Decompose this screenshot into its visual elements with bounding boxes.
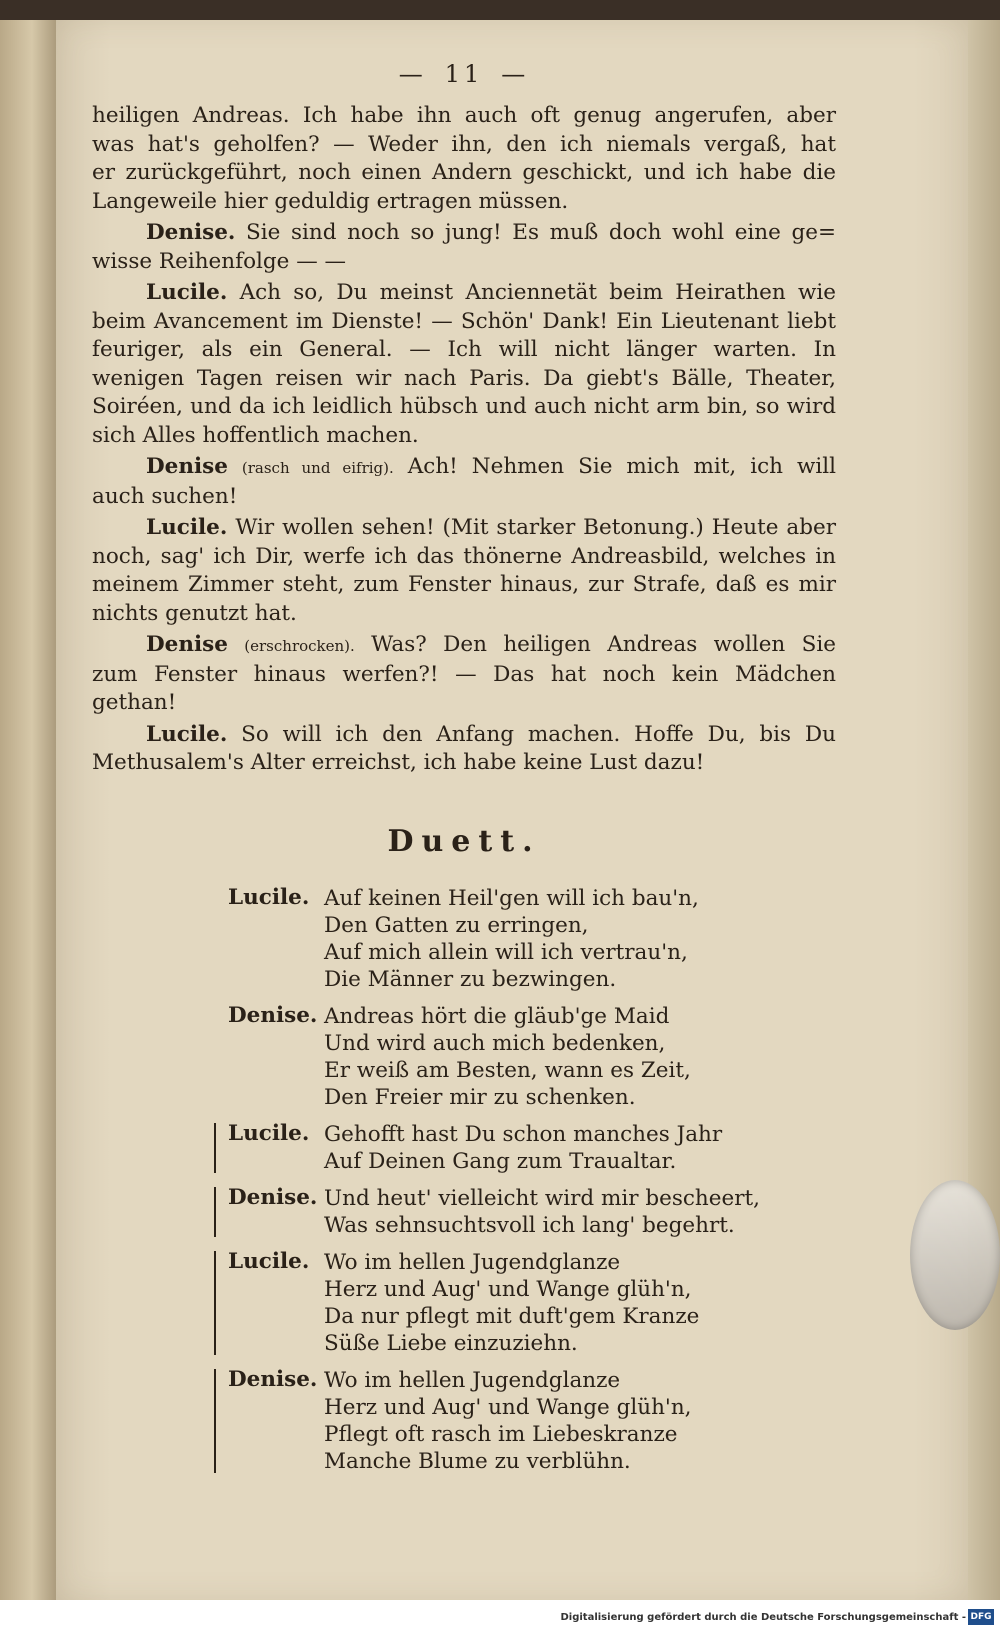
verse-line: Wo im hellen Jugendglanze: [324, 1249, 621, 1275]
verse-speaker: Denise.: [228, 1184, 318, 1210]
line-text: zum Fenster hinaus werfen?! — Das hat noch kein Mädchen gethan!: [92, 661, 836, 715]
verse-line: Andreas hört die gläub'ge Maid: [324, 1003, 670, 1029]
line-text: Was? Den heiligen Andreas wollen Sie: [371, 632, 836, 657]
facing-page-edge: [0, 20, 58, 1600]
footer-bar: [0, 1600, 1000, 1637]
verse-line: Auf keinen Heil'gen will ich bau'n,: [324, 885, 699, 911]
verse-speaker: Lucile.: [228, 1248, 310, 1274]
verse-line: Da nur pflegt mit duft'gem Kranze: [324, 1303, 700, 1329]
text-line: [92, 188, 836, 217]
line-text: wisse Reihenfolge — —: [92, 248, 347, 274]
text-line: [92, 600, 836, 629]
text-line: [92, 631, 836, 661]
line-text: noch, sag' ich Dir, werfe ich das thönerne Andreasbild, welches in: [92, 543, 836, 569]
speaker-name: Lucile.: [146, 280, 228, 305]
text-line: [92, 483, 836, 512]
verse-speaker: Denise.: [228, 1002, 318, 1028]
paragraph: [92, 279, 836, 450]
text-line: [92, 248, 836, 277]
line-text: Ach so, Du meinst Anciennetät beim Heirathen wie: [239, 280, 836, 305]
stage-direction: (erschrocken).: [244, 637, 355, 655]
paragraph: [92, 721, 836, 778]
line-text: wenigen Tagen reisen wir nach Paris. Da giebt's Bälle, Theater,: [92, 365, 836, 391]
line-text: auch suchen!: [92, 483, 238, 509]
verse-block: [92, 1185, 836, 1239]
text-line: [92, 159, 836, 188]
page-number: — 11 —: [398, 60, 530, 88]
line-text: was hat's geholfen? — Weder ihn, den ich niemals vergaß, hat: [92, 131, 836, 157]
line-text: Langeweile hier geduldig ertragen müssen.: [92, 188, 569, 214]
verse-lines: [324, 1003, 836, 1111]
text-line: [92, 514, 836, 543]
text-line: [92, 279, 836, 308]
verse-block: [92, 1249, 836, 1357]
footer-text: Digitalisierung gefördert durch die Deutsche Forschungsgemeinschaft -: [560, 1612, 966, 1623]
verse-speaker: Lucile.: [228, 884, 310, 910]
verse-line: Die Männer zu bezwingen.: [324, 966, 617, 992]
verse-line: Süße Liebe einzuziehn.: [324, 1330, 578, 1356]
text-line: [92, 571, 836, 600]
verse-line: Auf Deinen Gang zum Traualtar.: [324, 1148, 677, 1174]
verse-line: Den Gatten zu erringen,: [324, 912, 589, 938]
text-line: [92, 102, 836, 131]
prose-section: [92, 102, 836, 778]
paragraph: [92, 631, 836, 718]
verse-line: Manche Blume zu verblühn.: [324, 1448, 631, 1474]
speaker-name: Denise.: [146, 220, 236, 245]
stage-direction: (rasch und eifrig).: [241, 459, 394, 477]
page-content: [92, 60, 836, 1485]
verse-line: Und wird auch mich bedenken,: [324, 1030, 666, 1056]
text-line: [92, 336, 836, 365]
page-edge-right: [968, 20, 1000, 1600]
verse-line: Pflegt oft rasch im Liebeskranze: [324, 1421, 678, 1447]
verse-line: Gehofft hast Du schon manches Jahr: [324, 1121, 723, 1147]
verse-block: [92, 1367, 836, 1475]
line-text: beim Avancement im Dienste! — Schön' Dank! Ein Lieutenant liebt: [92, 308, 836, 334]
line-text: meinem Zimmer steht, zum Fenster hinaus, zur Strafe, daß es mir: [92, 572, 836, 597]
speaker-name: Denise: [146, 454, 228, 479]
brace-line: [214, 1369, 224, 1473]
line-text: Wir wollen sehen! (Mit starker Betonung.) Heute aber: [235, 515, 836, 540]
paragraph: [92, 102, 836, 216]
text-line: [92, 393, 836, 422]
paragraph: [92, 219, 836, 276]
duett-verses: [92, 885, 836, 1475]
text-line: [92, 308, 836, 337]
line-text: nichts genutzt hat.: [92, 600, 297, 626]
brace-line: [214, 1251, 224, 1355]
page-clip: [910, 1180, 1000, 1330]
line-text: So will ich den Anfang machen. Hoffe Du, bis Du: [241, 721, 836, 747]
verse-speaker: Denise.: [228, 1366, 318, 1392]
speaker-name: Denise: [146, 632, 228, 657]
line-text: Sie sind noch so jung! Es muß doch wohl eine ge=: [246, 220, 836, 245]
line-text: Methusalem's Alter erreichst, ich habe keine Lust dazu!: [92, 750, 705, 775]
verse-line: Den Freier mir zu schenken.: [324, 1084, 636, 1110]
verse-lines: [324, 1249, 836, 1357]
line-text: Ach! Nehmen Sie mich mit, ich will: [407, 454, 837, 479]
speaker-name: Lucile.: [146, 721, 228, 747]
line-text: sich Alles hoffentlich machen.: [92, 422, 419, 448]
verse-block: [92, 885, 836, 993]
line-text: feuriger, als ein General. — Ich will nicht länger warten. In: [92, 337, 836, 362]
duett-title: Duett.: [387, 823, 541, 859]
verse-line: Was sehnsuchtsvoll ich lang' begehrt.: [324, 1212, 735, 1238]
verse-lines: [324, 885, 836, 993]
paragraph: [92, 453, 836, 511]
verse-line: Herz und Aug' und Wange glüh'n,: [324, 1276, 692, 1302]
text-line: [92, 131, 836, 160]
brace-line: [214, 1123, 224, 1173]
verse-line: Auf mich allein will ich vertrau'n,: [324, 939, 688, 965]
page-number-value: 11: [444, 60, 484, 88]
verse-line: Er weiß am Besten, wann es Zeit,: [324, 1057, 691, 1083]
verse-lines: [324, 1367, 836, 1475]
text-line: [92, 422, 836, 451]
text-line: [92, 661, 836, 718]
verse-line: Herz und Aug' und Wange glüh'n,: [324, 1394, 692, 1420]
verse-block: [92, 1121, 836, 1175]
verse-speaker: Lucile.: [228, 1120, 310, 1146]
paragraph: [92, 514, 836, 628]
verse-lines: [324, 1121, 836, 1175]
text-line: [92, 365, 836, 394]
brace-line: [214, 1187, 224, 1237]
text-line: [92, 749, 836, 778]
text-line: [92, 219, 836, 248]
verse-line: Wo im hellen Jugendglanze: [324, 1367, 621, 1393]
line-text: er zurückgeführt, noch einen Andern geschickt, und ich habe die: [92, 160, 836, 185]
verse-lines: [324, 1185, 836, 1239]
line-text: Soiréen, und da ich leidlich hübsch und auch nicht arm bin, so wird: [92, 394, 836, 419]
text-line: [92, 453, 836, 483]
text-line: [92, 543, 836, 572]
verse-line: Und heut' vielleicht wird mir bescheert,: [324, 1185, 760, 1211]
speaker-name: Lucile.: [146, 515, 228, 540]
line-text: heiligen Andreas. Ich habe ihn auch oft genug angerufen, aber: [92, 103, 836, 128]
verse-block: [92, 1003, 836, 1111]
dfg-logo: DFG: [968, 1609, 994, 1625]
text-line: [92, 721, 836, 750]
